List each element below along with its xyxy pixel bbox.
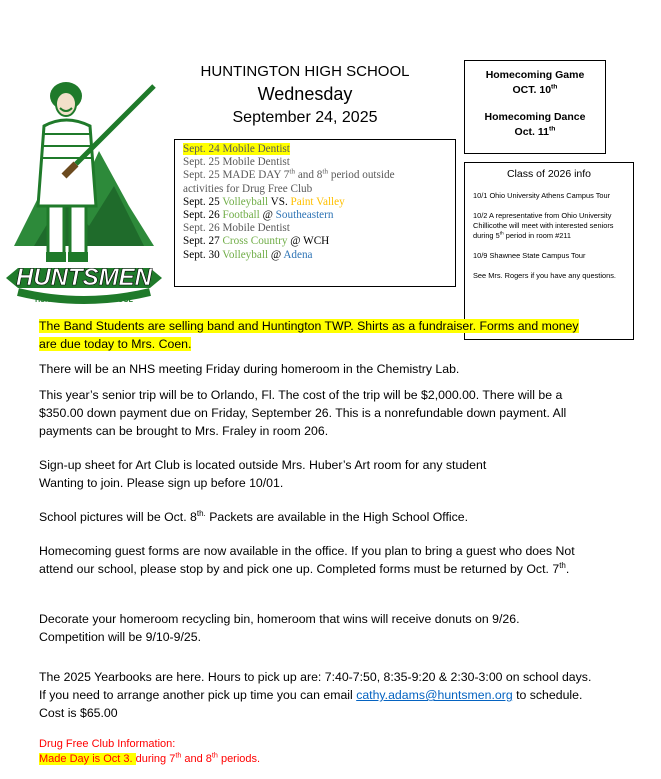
- logo-name: HUNTSMEN: [16, 264, 152, 291]
- drug-free-club-title: Drug Free Club Information:: [39, 738, 176, 750]
- class-2026-title: Class of 2026 info: [506, 168, 592, 180]
- weekday: Wednesday: [257, 84, 353, 104]
- calendar-line: Sept. 24 Mobile Dentist: [183, 143, 290, 155]
- calendar-line: Sept. 27 Cross Country @ WCH: [183, 235, 330, 248]
- page-header: [175, 62, 435, 130]
- recycling-announcement: Decorate your homeroom recycling bin, homeroom that wins will receive donuts on 9/26. Competition will be 9/10-9/25.: [39, 612, 520, 644]
- class-2026-item: 10/9 Shawnee State Campus Tour: [473, 251, 586, 260]
- drug-free-club-info: Made Day is Oct 3. during 7th and 8th periods.: [39, 751, 261, 765]
- nhs-announcement: There will be an NHS meeting Friday during homeroom in the Chemistry Lab.: [39, 362, 460, 376]
- homecoming-dance-date: Oct. 11th: [514, 125, 556, 138]
- calendar-line: Sept. 25 MADE DAY 7th and 8th period outside: [183, 167, 395, 182]
- band-announcement: The Band Students are selling band and Huntington TWP. Shirts as a fundraiser. Forms and money are due today to Mrs. Coen.: [39, 319, 579, 351]
- calendar-line: activities for Drug Free Club: [183, 182, 313, 195]
- class-2026-item: 10/2 A representative from Ohio University Chillicothe will meet with interested seniors during 5th period in room #211: [473, 211, 614, 240]
- yearbook-announcement: The 2025 Yearbooks are here. Hours to pick up are: 7:40-7:50, 8:35-9:20 & 2:30-3:00 on school days. If you need to arrange another pick up time you can email cathy.adams@huntsmen.org to schedule. Cost is $65.00: [39, 670, 592, 720]
- calendar-line: Sept. 25 Volleyball VS. Paint Valley: [183, 195, 345, 208]
- guest-forms-announcement: Homecoming guest forms are now available in the office. If you plan to bring a guest who does Not attend our school, please stop by and pick one up. Completed forms must be returned by Oct. 7th.: [39, 544, 575, 576]
- class-2026-info: [464, 162, 634, 340]
- homecoming-dance-label: Homecoming Dance: [484, 111, 586, 123]
- yearbook-email-link[interactable]: cathy.adams@huntsmen.org: [356, 688, 513, 702]
- huntsmen-logo: [4, 56, 164, 308]
- events-calendar: [174, 139, 456, 287]
- calendar-line: Sept. 26 Mobile Dentist: [183, 222, 290, 235]
- class-2026-item: See Mrs. Rogers if you have any questions.: [473, 271, 616, 280]
- homecoming-game-date: OCT. 10th: [512, 83, 558, 96]
- class-2026-item: 10/1 Ohio University Athens Campus Tour: [473, 191, 611, 200]
- homecoming-box: [464, 60, 606, 154]
- calendar-line: Sept. 30 Volleyball @ Adena: [183, 248, 313, 261]
- school-name: HUNTINGTON HIGH SCHOOL: [200, 63, 410, 80]
- date: September 24, 2025: [232, 109, 378, 126]
- logo-subtitle: HUNTINGTON HIGH SCHOOL: [35, 297, 133, 304]
- calendar-line: Sept. 26 Football @ Southeastern: [183, 209, 334, 222]
- calendar-line: Sept. 25 Mobile Dentist: [183, 156, 290, 169]
- homecoming-game-label: Homecoming Game: [485, 69, 585, 81]
- senior-trip-announcement: This year’s senior trip will be to Orlando, Fl. The cost of the trip will be $2,000.00. There will be a $350.00 down payment due on Friday, September 26. This is a nonrefundable down payment. All payments can be brought to Mrs. Fraley in room 206.: [39, 388, 567, 438]
- pictures-announcement: School pictures will be Oct. $8^{th.}$ Packets are available in the High School Office.: [39, 508, 469, 524]
- art-club-announcement: Sign-up sheet for Art Club is located outside Mrs. Huber’s Art room for any student Wanting to join. Please sign up before 10/01.: [39, 458, 487, 490]
